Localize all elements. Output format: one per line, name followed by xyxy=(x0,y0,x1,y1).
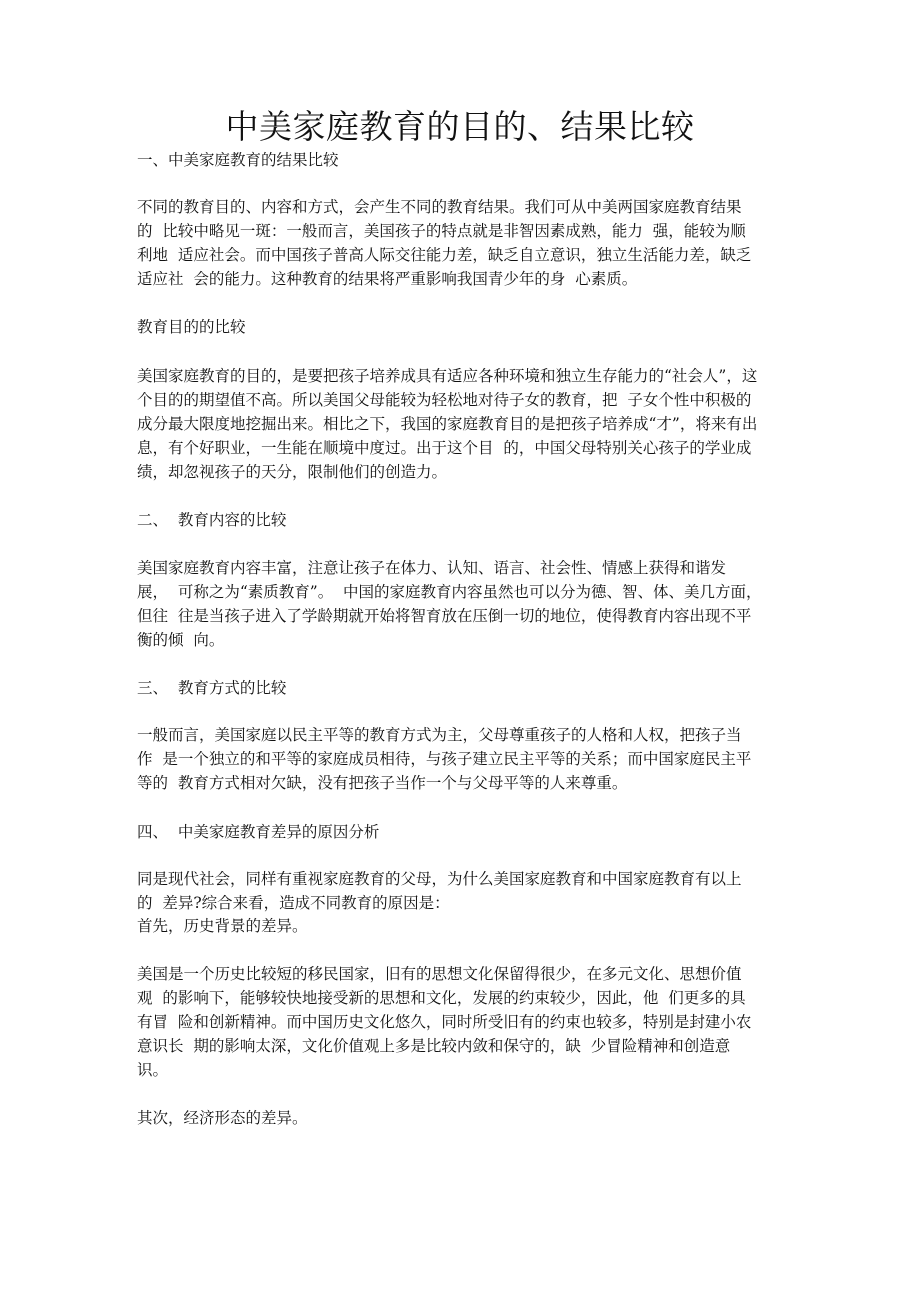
paragraph-line: 一般而言，美国家庭以民主平等的教育方式为主，父母尊重孩子的人格和人权，把孩子当 xyxy=(137,726,742,744)
paragraph-line: 其次，经济形态的差异。 xyxy=(137,1109,308,1127)
paragraph-line: 观 的影响下，能够较快地接受新的思想和文化，发展的约束较少，因此，他 们更多的具 xyxy=(137,989,746,1007)
paragraph-line: 适应社 会的能力。这种教育的结果将严重影响我国青少年的身 心素质。 xyxy=(137,270,638,288)
paragraph-line: 利地 适应社会。而中国孩子普高人际交往能力差，缺乏自立意识，独立生活能力差，缺乏 xyxy=(137,246,752,264)
page-title: 中美家庭教育的目的、结果比较 xyxy=(225,107,695,147)
paragraph-line: 首先，历史背景的差异。 xyxy=(137,917,308,935)
paragraph-line: 美国是一个历史比较短的移民国家，旧有的思想文化保留得很少，在多元文化、思想价值 xyxy=(137,965,742,983)
paragraph-line: 衡的倾 向。 xyxy=(137,631,225,649)
paragraph-line: 不同的教育目的、内容和方式，会产生不同的教育结果。我们可从中美两国家庭教育结果 xyxy=(137,198,742,216)
section-heading: 三、 教育方式的比较 xyxy=(137,679,287,697)
paragraph-line: 同是现代社会，同样有重视家庭教育的父母，为什么美国家庭教育和中国家庭教育有以上 xyxy=(137,870,742,888)
section-heading: 四、 中美家庭教育差异的原因分析 xyxy=(137,823,380,841)
paragraph-line: 识。 xyxy=(137,1061,169,1079)
section-heading: 一、中美家庭教育的结果比较 xyxy=(137,151,339,169)
paragraph-line: 的 比较中略见一斑：一般而言，美国孩子的特点就是非智因素成熟，能力 强，能较为顺 xyxy=(137,222,746,240)
section-heading: 教育目的的比较 xyxy=(137,318,246,336)
paragraph-line: 意识长 期的影响太深，文化价值观上多是比较内敛和保守的，缺 少冒险精神和创造意 xyxy=(137,1037,731,1055)
paragraph-line: 息，有个好职业，一生能在顺境中度过。出于这个目 的，中国父母特别关心孩子的学业成 xyxy=(137,439,752,457)
paragraph-line: 成分最大限度地挖掘出来。相比之下，我国的家庭教育目的是把孩子培养成“才”，将来有出 xyxy=(137,415,758,433)
paragraph-line: 但往 往是当孩子进入了学龄期就开始将智育放在压倒一切的地位，使得教育内容出现不平 xyxy=(137,607,752,625)
paragraph-line: 美国家庭教育的目的，是要把孩子培养成具有适应各种环境和独立生存能力的“社会人”，这 xyxy=(137,367,758,385)
paragraph-line: 等的 教育方式相对欠缺，没有把孩子当作一个与父母平等的人来尊重。 xyxy=(137,774,628,792)
paragraph-line: 有冒 险和创新精神。而中国历史文化悠久，同时所受旧有的约束也较多，特别是封建小农 xyxy=(137,1013,752,1031)
paragraph-line: 作 是一个独立的和平等的家庭成员相待，与孩子建立民主平等的关系；而中国家庭民主平 xyxy=(137,750,752,768)
section-heading: 二、 教育内容的比较 xyxy=(137,511,287,529)
paragraph-line: 展， 可称之为“素质教育”。 中国的家庭教育内容虽然也可以分为德、智、体、美几方面， xyxy=(137,583,762,601)
paragraph-line: 美国家庭教育内容丰富，注意让孩子在体力、认知、语言、社会性、情感上获得和谐发 xyxy=(137,559,727,577)
paragraph-line: 个目的的期望值不高。所以美国父母能较为轻松地对待子女的教育，把 子女个性中积极的 xyxy=(137,391,752,409)
paragraph-line: 绩，却忽视孩子的天分，限制他们的创造力。 xyxy=(137,463,448,481)
paragraph-line: 的 差异?综合来看，造成不同教育的原因是： xyxy=(137,894,450,912)
